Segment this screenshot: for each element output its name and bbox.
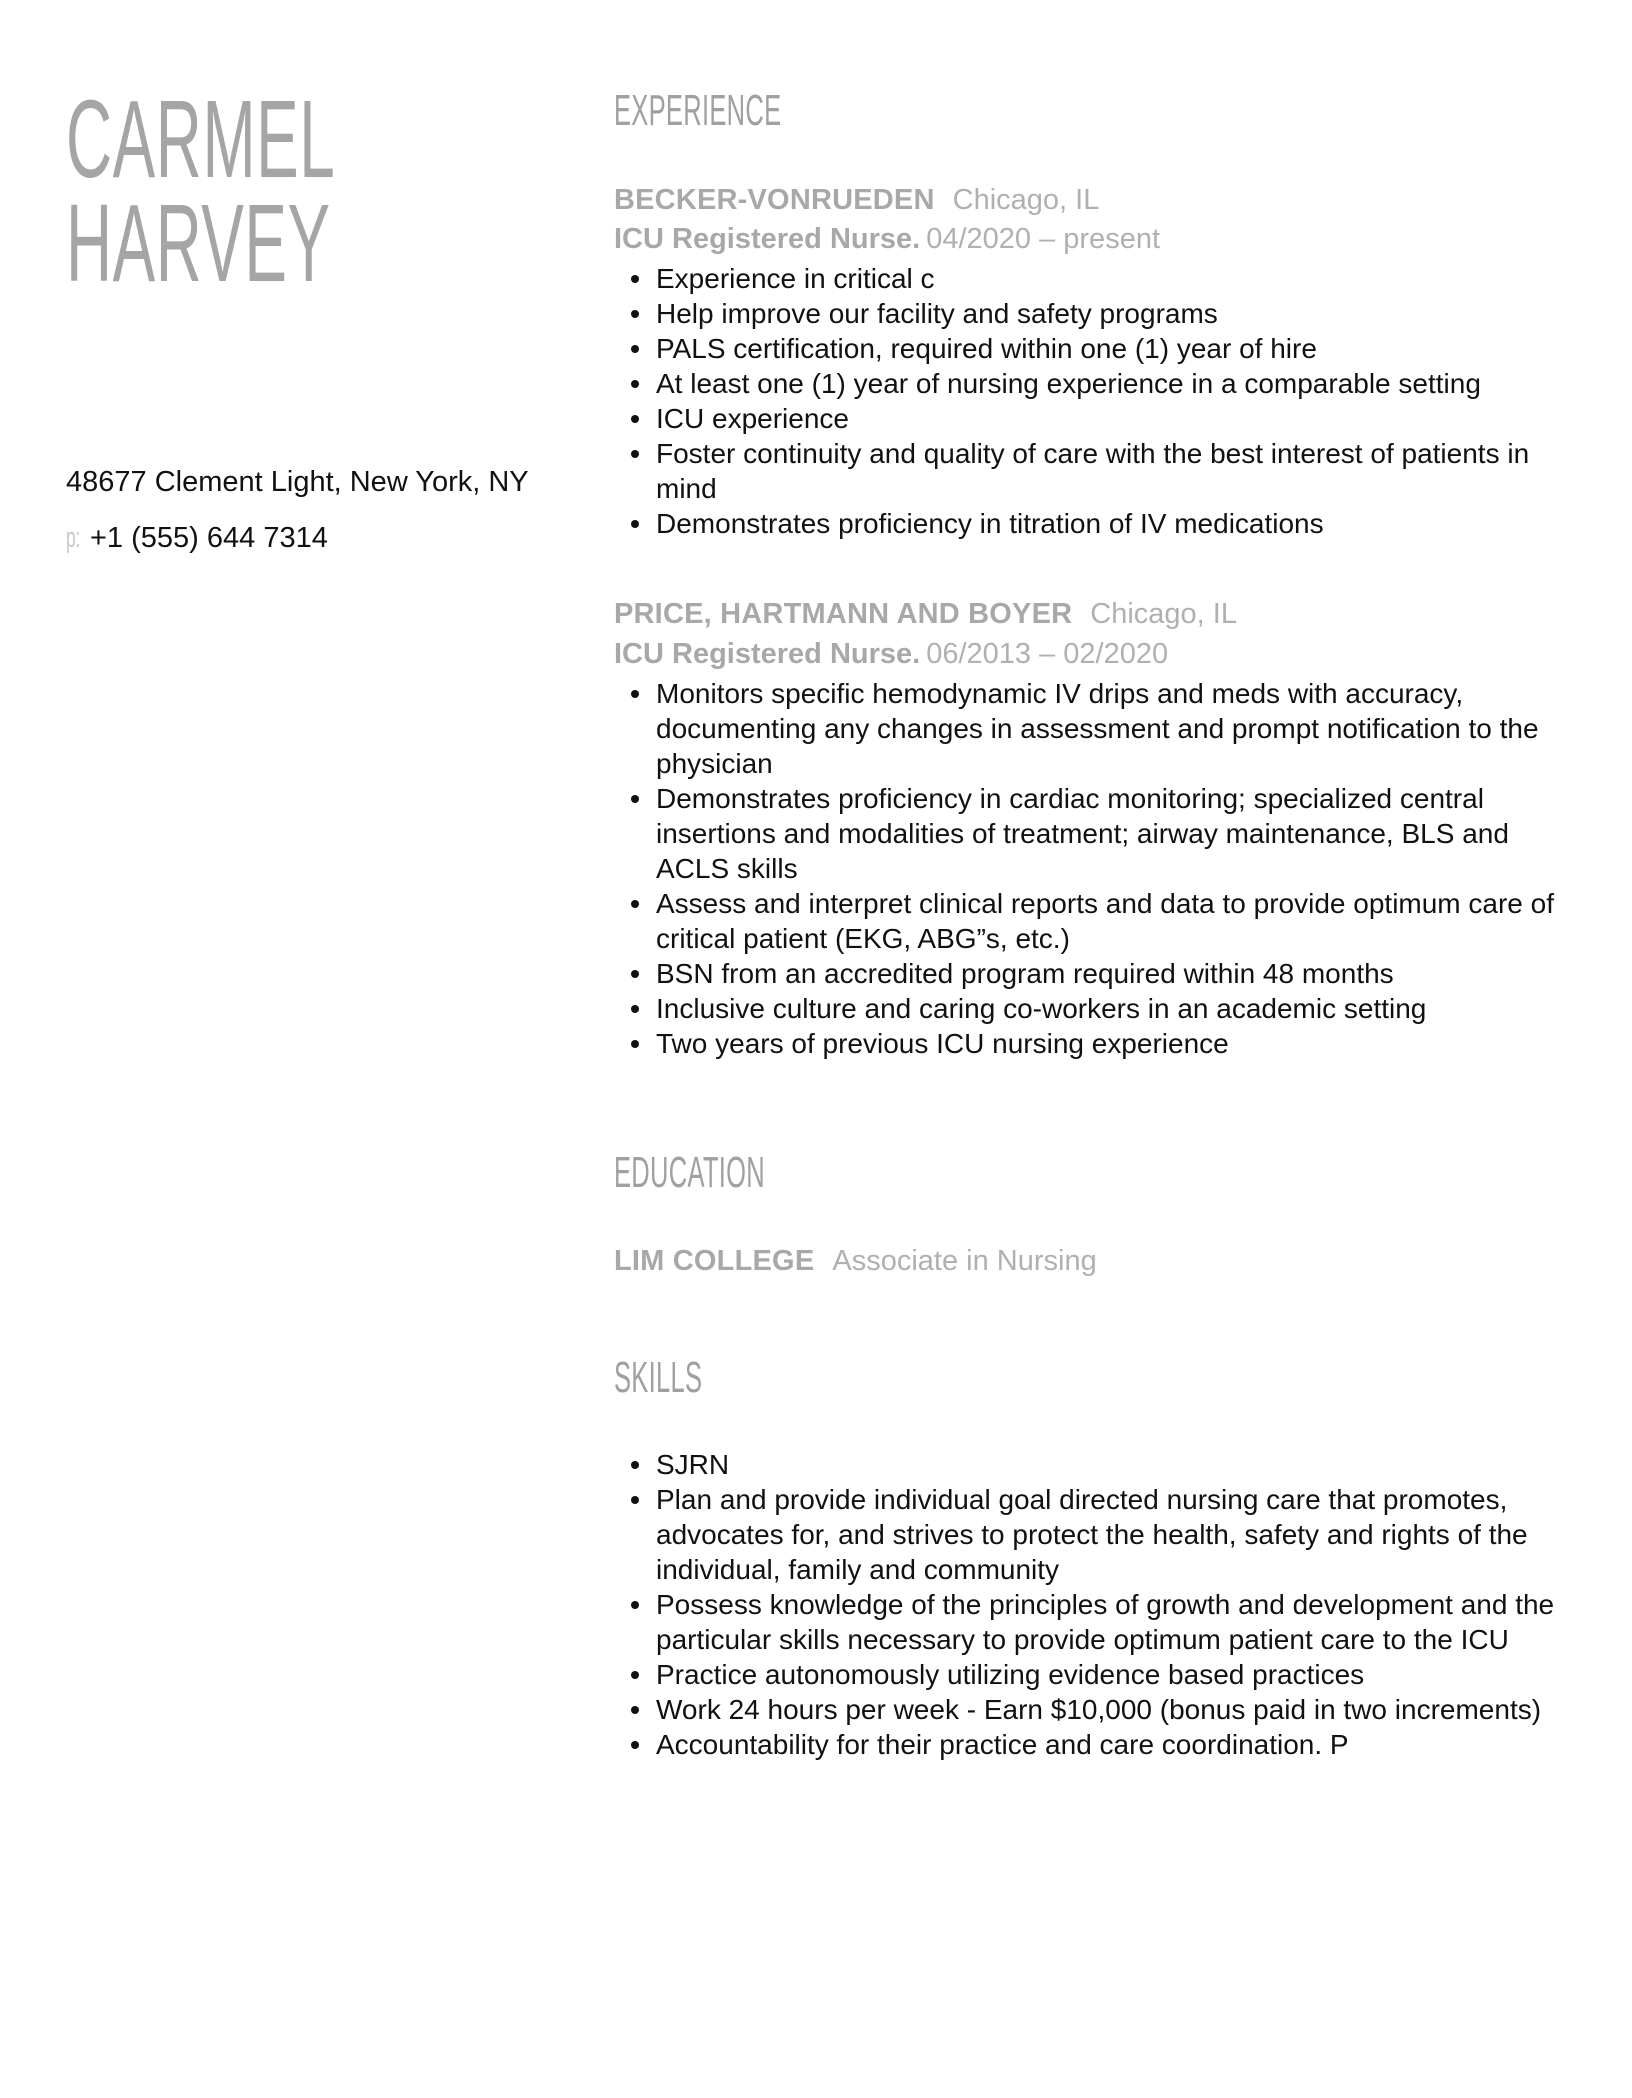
- job-dates: 04/2020 – present: [926, 223, 1161, 255]
- job-header: [614, 184, 1099, 217]
- company-name: PRICE, HARTMANN AND BOYER: [614, 598, 1073, 630]
- list-item: Experience in critical c: [656, 261, 1586, 296]
- address: 48677 Clement Light, New York, NY: [66, 466, 529, 498]
- list-item: Work 24 hours per week - Earn $10,000 (bonus paid in two increments): [656, 1692, 1586, 1727]
- list-item: Accountability for their practice and care coordination. P: [656, 1727, 1586, 1762]
- job-header: [614, 598, 1237, 631]
- list-item: Monitors specific hemodynamic IV drips and meds with accuracy, documenting any changes in assessment and prompt notification to the physician: [656, 676, 1586, 781]
- job-location: Chicago, IL: [1090, 598, 1237, 630]
- list-item: Demonstrates proficiency in cardiac monitoring; specialized central insertions and modalities of treatment; airway maintenance, BLS and ACLS skills: [656, 781, 1586, 886]
- list-item: Possess knowledge of the principles of growth and development and the particular skills necessary to provide optimum patient care to the ICU: [656, 1587, 1586, 1657]
- job-dates: 06/2013 – 02/2020: [926, 638, 1169, 670]
- phone-label: p:: [66, 522, 81, 554]
- name-block: [66, 78, 566, 305]
- list-item: Two years of previous ICU nursing experience: [656, 1026, 1586, 1061]
- list-item: SJRN: [656, 1447, 1586, 1482]
- experience-heading: EXPERIENCE: [614, 86, 782, 135]
- skills-list: [614, 1447, 1586, 1762]
- list-item: BSN from an accredited program required within 48 months: [656, 956, 1586, 991]
- education-entry: [614, 1245, 1097, 1278]
- school-name: LIM COLLEGE: [614, 1245, 815, 1277]
- list-item: Inclusive culture and caring co-workers in an academic setting: [656, 991, 1586, 1026]
- job-role-line: [614, 638, 1168, 671]
- job-bullets: [614, 676, 1586, 1061]
- list-item: Plan and provide individual goal directed nursing care that promotes, advocates for, and strives to protect the health, safety and rights of the individual, family and community: [656, 1482, 1586, 1587]
- job-role: ICU Registered Nurse.: [614, 223, 921, 255]
- skills-heading: SKILLS: [614, 1353, 703, 1402]
- last-name: HARVEY: [66, 182, 331, 305]
- job-role-line: [614, 223, 1160, 256]
- list-item: At least one (1) year of nursing experience in a comparable setting: [656, 366, 1586, 401]
- company-name: BECKER-VONRUEDEN: [614, 184, 935, 216]
- list-item: Demonstrates proficiency in titration of IV medications: [656, 506, 1586, 541]
- job-bullets: [614, 261, 1586, 541]
- list-item: Foster continuity and quality of care with the best interest of patients in mind: [656, 436, 1586, 506]
- list-item: PALS certification, required within one (1) year of hire: [656, 331, 1586, 366]
- contact-block: [66, 462, 529, 558]
- job-role: ICU Registered Nurse.: [614, 638, 921, 670]
- job-location: Chicago, IL: [952, 184, 1100, 216]
- degree: Associate in Nursing: [832, 1245, 1097, 1277]
- list-item: Assess and interpret clinical reports and data to provide optimum care of critical patient (EKG, ABG”s, etc.): [656, 886, 1586, 956]
- list-item: Practice autonomously utilizing evidence based practices: [656, 1657, 1586, 1692]
- phone-row: [66, 518, 529, 558]
- education-heading: EDUCATION: [614, 1148, 766, 1197]
- list-item: ICU experience: [656, 401, 1586, 436]
- first-name: CARMEL: [66, 78, 336, 201]
- phone-number: +1 (555) 644 7314: [90, 522, 328, 554]
- list-item: Help improve our facility and safety programs: [656, 296, 1586, 331]
